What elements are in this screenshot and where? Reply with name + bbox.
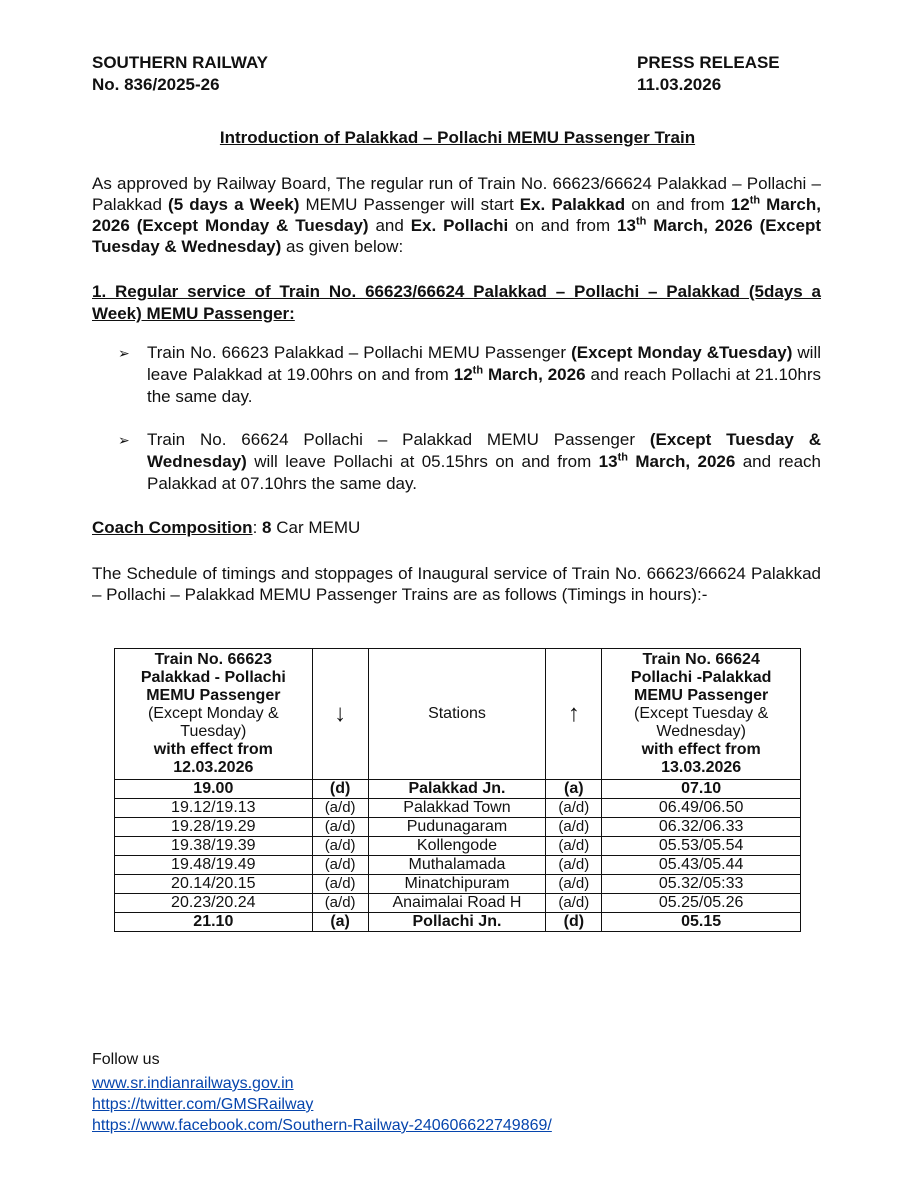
intro-bold-1: (5 days a Week) [168, 195, 300, 214]
table-row: 19.38/19.39 (a/d) Kollengode (a/d) 05.53/05.54 [115, 837, 801, 856]
facebook-link[interactable]: https://www.facebook.com/Southern-Railway-240606622749869/ [92, 1117, 552, 1134]
table-row: 19.48/19.49 (a/d) Muthalamada (a/d) 05.43/05.44 [115, 856, 801, 875]
intro-text-2: MEMU Passenger will start [299, 195, 520, 214]
intro-date-2: 13th March, 2026 (Except Tuesday & Wednesday) [92, 215, 821, 256]
intro-bold-4: Ex. Pollachi [410, 216, 509, 235]
table-header-row [115, 649, 801, 780]
table-row: 20.14/20.15 (a/d) Minatchipuram (a/d) 05.32/05:33 [115, 875, 801, 894]
intro-paragraph [92, 173, 821, 257]
page-title: Introduction of Palakkad – Pollachi MEMU Passenger Train [219, 128, 696, 147]
twitter-link[interactable]: https://twitter.com/GMSRailway [92, 1096, 314, 1113]
org-name: SOUTHERN RAILWAY [92, 53, 269, 72]
down-arrow-icon: ↓ [312, 649, 368, 780]
intro-text-6: as given below: [281, 237, 404, 256]
header-right [637, 52, 780, 96]
coach-label: Coach Composition [92, 518, 253, 537]
up-arrow-icon: ↑ [546, 649, 602, 780]
release-type: PRESS RELEASE [637, 53, 780, 72]
intro-text-3: on and from [625, 195, 731, 214]
website-link[interactable]: www.sr.indianrailways.gov.in [92, 1075, 294, 1092]
table-row: 19.28/19.29 (a/d) Pudunagaram (a/d) 06.32/06.33 [115, 818, 801, 837]
table-row: 21.10 (a) Pollachi Jn. (d) 05.15 [115, 913, 801, 932]
schedule-intro: The Schedule of timings and stoppages of Inaugural service of Train No. 66623/66624 Palakkad – Pollachi – Palakkad MEMU Passenger Trains are as follows (Timings in hours):- [92, 564, 821, 604]
header-stations: Stations [368, 649, 546, 780]
intro-bold-2: Ex. Palakkad [519, 195, 626, 214]
table-row: 19.12/19.13 (a/d) Palakkad Town (a/d) 06.49/06.50 [115, 799, 801, 818]
release-date: 11.03.2026 [637, 75, 722, 94]
table-row: 19.00 (d) Palakkad Jn. (a) 07.10 [115, 780, 801, 799]
release-number: No. 836/2025-26 [92, 75, 220, 94]
coach-count: 8 [262, 518, 272, 537]
header-train-66623: Train No. 66623 Palakkad - Pollachi MEMU Passenger (Except Monday & Tuesday) with effect from 12.03.2026 [115, 649, 313, 780]
bullet-arrow-icon: ➢ [118, 432, 130, 448]
intro-text-1: As approved by Railway Board, The regular run of Train No. 66623/66624 Palakkad – Pollachi – Palakkad [92, 174, 821, 214]
section-heading: 1. Regular service of Train No. 66623/66624 Palakkad – Pollachi – Palakkad (5days a Week) MEMU Passenger: [92, 282, 821, 323]
follow-us-label: Follow us [92, 1051, 160, 1068]
coach-composition: Coach Composition: 8 Car MEMU [92, 518, 361, 537]
header-left [92, 52, 268, 96]
header-train-66624: Train No. 66624 Pollachi -Palakkad MEMU Passenger (Except Tuesday & Wednesday) with effect from 13.03.2026 [602, 649, 801, 780]
schedule-table [114, 648, 801, 932]
bullet-arrow-icon: ➢ [118, 345, 130, 361]
intro-text-5: on and from [508, 216, 618, 235]
intro-text-4: and [368, 216, 411, 235]
coach-value: Car MEMU [271, 518, 361, 537]
intro-date-1: 12th March, 2026 (Except Monday & Tuesday) [92, 194, 821, 235]
table-row: 20.23/20.24 (a/d) Anaimalai Road H (a/d) 05.25/05.26 [115, 894, 801, 913]
